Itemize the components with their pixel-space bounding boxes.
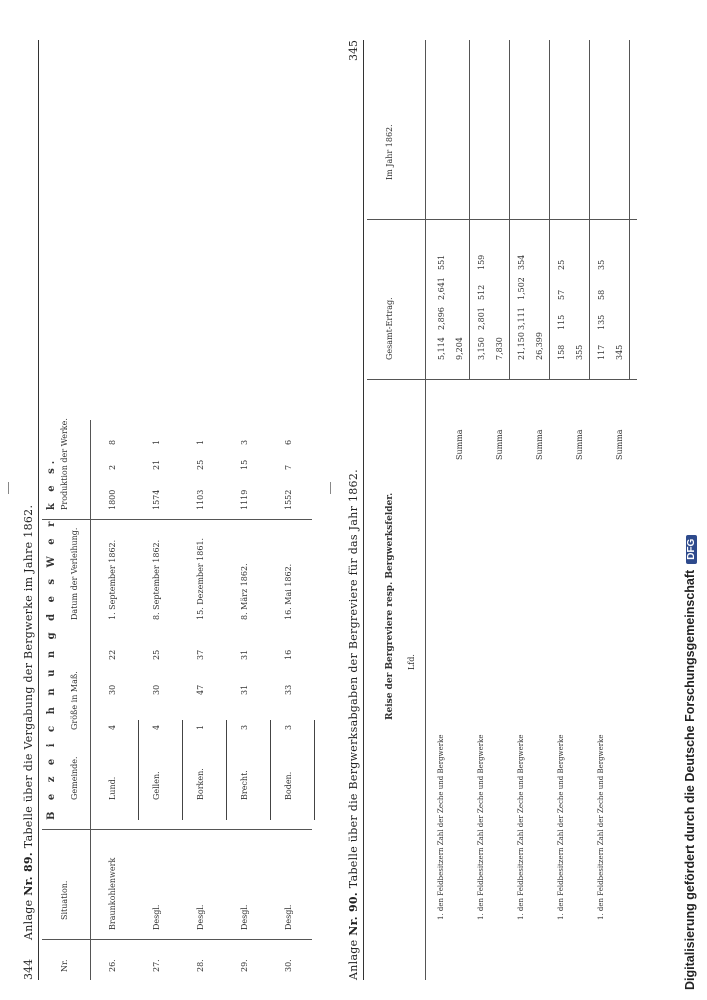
row-separator [182, 720, 183, 820]
row-gemeinde: Boden. [284, 771, 293, 800]
row-date: 1. September 1862. [108, 539, 117, 620]
right-group-lines: 1. den Feldbesitzern Zahl der Zeche und Bergwerke [437, 734, 445, 920]
row-size-b: 33 [284, 684, 293, 695]
row-size-c: 16 [284, 649, 293, 660]
col-header-prod: Produktion der Werke. [60, 418, 69, 510]
row-size-c: 31 [240, 649, 249, 660]
row-nr: 28. [196, 959, 205, 972]
row-nr: 26. [108, 959, 117, 972]
row-situation: Braunkohlenwerk [108, 857, 117, 930]
right-group-sum-label: Summa [535, 429, 544, 460]
right-page [345, 20, 645, 980]
row-prod-3: 1 [152, 439, 161, 445]
right-group-value: 3,111 [517, 307, 526, 330]
row-size-a: 4 [108, 724, 117, 730]
left-page [20, 20, 320, 980]
right-group-sum-label: Summa [455, 429, 464, 460]
row-date: 16. Mai 1862. [284, 563, 293, 620]
right-group-total: 26,399 [535, 332, 544, 360]
dfg-sidebar [683, 10, 703, 990]
right-group-rule [469, 40, 470, 380]
col-header-nr: Nr. [60, 959, 69, 972]
row-date: 15. Dezember 1861. [196, 537, 205, 620]
row-prod: 1574 [152, 489, 161, 510]
right-group-value: 25 [557, 259, 566, 270]
col-header-gemeinde: Gemeinde. [70, 756, 79, 800]
row-prod: 1119 [240, 489, 249, 510]
right-page-number: 345 [347, 40, 360, 61]
row-situation: Desgl. [196, 904, 205, 930]
row-separator [314, 720, 315, 820]
row-prod: 1552 [284, 489, 293, 510]
right-group-value: 21,150 [517, 332, 526, 360]
right-group-lines: 1. den Feldbesitzern Zahl der Zeche und Bergwerke [557, 734, 565, 920]
row-separator [226, 720, 227, 820]
right-col-a: Gesamt-Ertrag. [385, 297, 394, 360]
row-size-a: 3 [284, 724, 293, 730]
right-group-sum-label: Summa [615, 429, 624, 460]
right-group-value: 2,641 [437, 277, 446, 300]
dfg-credit: Digitalisierung gefördert durch die Deutsche ForschungsgemeinschaftDFG [683, 10, 697, 990]
left-top-rule [38, 40, 39, 980]
right-group-value: 2,801 [477, 307, 486, 330]
right-group-value: 551 [437, 254, 446, 270]
crop-mark [330, 482, 331, 494]
row-situation: Desgl. [152, 904, 161, 930]
right-section-header: Reise der Bergreviere resp. Bergwerksfelder. [385, 492, 395, 720]
right-group-rule [509, 40, 510, 380]
row-size-c: 37 [196, 649, 205, 660]
right-top-rule [363, 40, 364, 980]
row-separator [270, 720, 271, 820]
row-prod-2: 7 [284, 464, 293, 470]
right-group-value: 1,502 [517, 277, 526, 300]
right-title: Anlage Nr. 90. Tabelle über die Bergwerksabgaben der Bergreviere für das Jahr 1862. [347, 469, 360, 980]
left-title: Anlage Nr. 89. Tabelle über die Vergabung der Bergwerke im Jahre 1862. [22, 504, 35, 940]
right-group-sum-label: Summa [495, 429, 504, 460]
right-group-value: 35 [597, 259, 606, 270]
row-size-c: 22 [108, 649, 117, 660]
right-group-value: 3,150 [477, 337, 486, 360]
row-prod-3: 8 [108, 439, 117, 445]
right-group-rule [589, 40, 590, 380]
row-prod-3: 1 [196, 439, 205, 445]
right-group-value: 512 [477, 284, 486, 300]
right-group-sum-label: Summa [575, 429, 584, 460]
right-group-rule [549, 40, 550, 380]
right-group-lines: 1. den Feldbesitzern Zahl der Zeche und Bergwerke [477, 734, 485, 920]
crop-mark [8, 482, 9, 494]
col-header-size: Größe in Maß. [70, 671, 79, 730]
right-group-total: 9,204 [455, 337, 464, 360]
right-group-value: 57 [557, 289, 566, 300]
row-nr: 27. [152, 959, 161, 972]
row-size-b: 30 [152, 684, 161, 695]
row-size-b: 30 [108, 684, 117, 695]
row-size-a: 4 [152, 724, 161, 730]
row-gemeinde: Borken. [196, 768, 205, 800]
right-col-lfd: Lfd. [407, 654, 416, 670]
right-group-value: 115 [557, 314, 566, 330]
right-group-lines: 1. den Feldbesitzern Zahl der Zeche und Bergwerke [597, 734, 605, 920]
row-nr: 30. [284, 959, 293, 972]
right-group-value: 58 [597, 289, 606, 300]
right-group-value: 135 [597, 314, 606, 330]
row-situation: Desgl. [284, 904, 293, 930]
row-prod-2: 21 [152, 459, 161, 470]
left-page-number: 344 [22, 959, 35, 980]
row-date: 8. September 1862. [152, 539, 161, 620]
right-group-total: 345 [615, 344, 624, 360]
row-gemeinde: Brecht. [240, 770, 249, 800]
row-prod-3: 3 [240, 439, 249, 445]
right-col-b: Im Jahr 1862. [385, 124, 394, 180]
row-prod: 1800 [108, 489, 117, 510]
right-group-value: 158 [557, 344, 566, 360]
row-situation: Desgl. [240, 904, 249, 930]
row-prod: 1103 [196, 489, 205, 510]
row-prod-3: 6 [284, 439, 293, 445]
right-group-lines: 1. den Feldbesitzern Zahl der Zeche und Bergwerke [517, 734, 525, 920]
row-prod-2: 25 [196, 459, 205, 470]
dfg-logo: DFG [686, 535, 697, 564]
row-date: 8. März 1862. [240, 563, 249, 620]
row-size-b: 47 [196, 684, 205, 695]
right-group-value: 159 [477, 254, 486, 270]
right-group-rule [629, 40, 630, 380]
group-header: B e z e i c h n u n g d e s W e r k e s. [46, 456, 57, 820]
right-group-value: 117 [597, 344, 606, 360]
row-nr: 29. [240, 959, 249, 972]
row-prod-2: 15 [240, 459, 249, 470]
row-prod-2: 2 [108, 464, 117, 470]
right-group-total: 355 [575, 344, 584, 360]
col-header-situation: Situation. [60, 880, 69, 920]
row-gemeinde: Gellen. [152, 771, 161, 800]
col-header-date: Datum der Verleihung. [70, 527, 79, 620]
row-size-b: 31 [240, 684, 249, 695]
row-size-a: 1 [196, 724, 205, 730]
row-size-c: 25 [152, 649, 161, 660]
right-group-value: 2,896 [437, 307, 446, 330]
right-group-value: 354 [517, 254, 526, 270]
right-group-value: 5,114 [437, 337, 446, 360]
right-group-total: 7,830 [495, 337, 504, 360]
row-size-a: 3 [240, 724, 249, 730]
row-separator [138, 720, 139, 820]
left-header-rule [90, 420, 91, 980]
row-gemeinde: Lund. [108, 776, 117, 800]
